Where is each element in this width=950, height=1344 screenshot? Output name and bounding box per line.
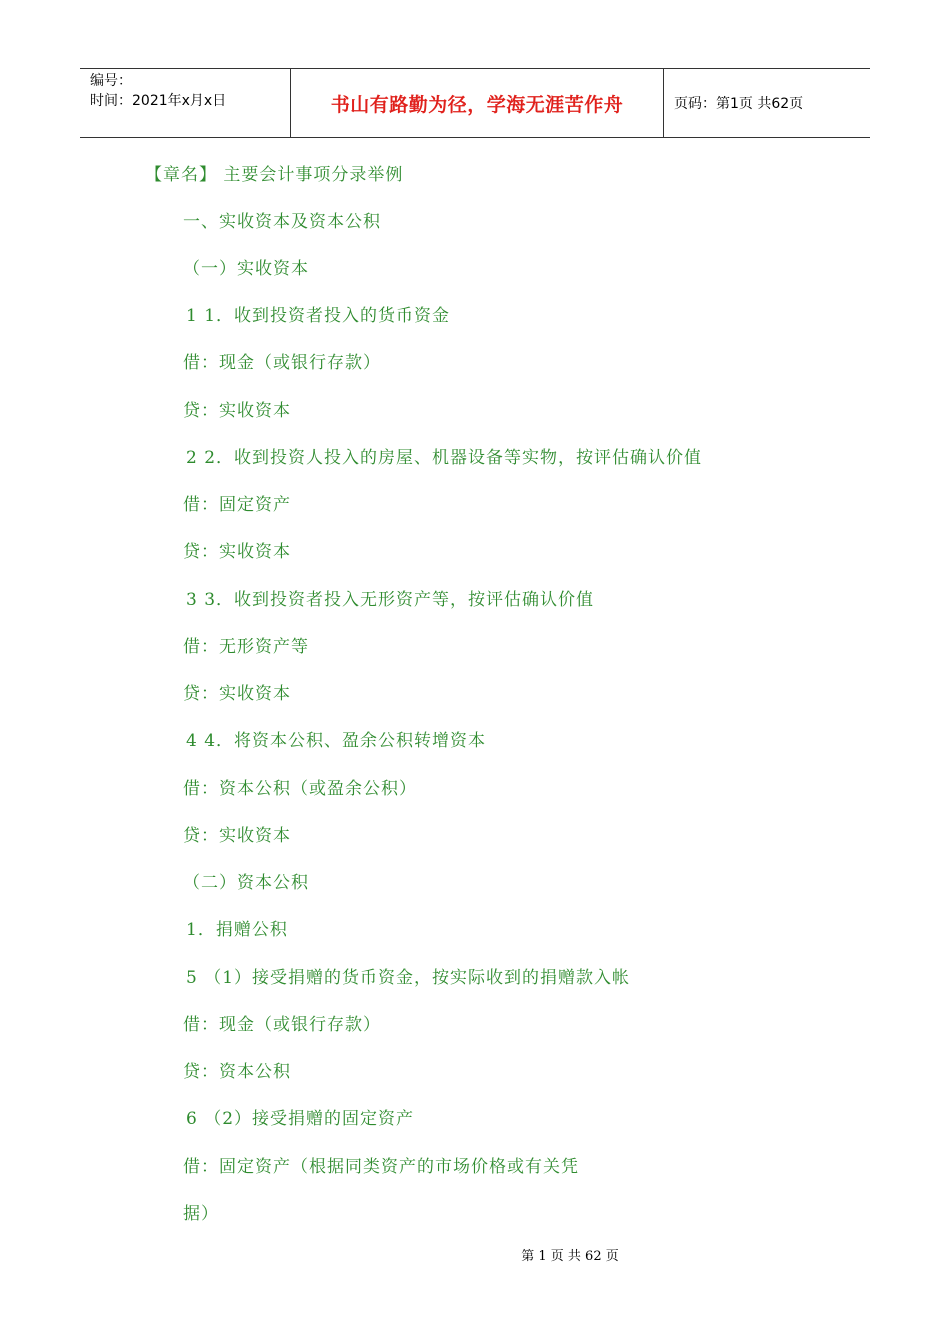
debit-line: 借：现金（或银行存款） <box>183 353 381 373</box>
credit-line: 贷：实收资本 <box>183 684 291 704</box>
credit-line: 贷：资本公积 <box>183 1062 291 1082</box>
credit-line: 贷：实收资本 <box>183 826 291 846</box>
subsection-heading: （一）实收资本 <box>183 259 309 279</box>
sub-item: 1．捐赠公积 <box>186 920 288 940</box>
chapter-title: 【章名】 主要会计事项分录举例 <box>145 165 404 185</box>
debit-line: 借：固定资产 <box>183 495 291 515</box>
page-header <box>80 68 870 138</box>
motto: 书山有路勤为径，学海无涯苦作舟 <box>291 69 664 137</box>
credit-line: 贷：实收资本 <box>183 542 291 562</box>
entry-item: 3 3．收到投资者投入无形资产等，按评估确认价值 <box>186 590 595 610</box>
section-heading: 一、实收资本及资本公积 <box>183 212 381 232</box>
entry-item: 2 2．收到投资人投入的房屋、机器设备等实物，按评估确认价值 <box>186 448 703 468</box>
entry-item: 4 4．将资本公积、盈余公积转增资本 <box>186 731 487 751</box>
header-meta <box>80 69 291 137</box>
debit-line: 借：现金（或银行存款） <box>183 1015 381 1035</box>
debit-line: 借：无形资产等 <box>183 637 309 657</box>
page-footer: 第 1 页 共 62 页 <box>521 1249 619 1264</box>
entry-item: 5 （1）接受捐赠的货币资金，按实际收到的捐赠款入帐 <box>186 968 631 988</box>
number-label: 编号： <box>90 73 132 89</box>
entry-item: 6 （2）接受捐赠的固定资产 <box>186 1109 415 1129</box>
debit-line: 借：固定资产（根据同类资产的市场价格或有关凭 <box>183 1157 579 1177</box>
page-label: 页码：第1页 共62页 <box>674 96 804 112</box>
date-label: 时间：2021年x月x日 <box>90 93 227 109</box>
subsection-heading: （二）资本公积 <box>183 873 309 893</box>
debit-line-continued: 据） <box>183 1204 219 1224</box>
entry-item: 1 1．收到投资者投入的货币资金 <box>186 306 451 326</box>
credit-line: 贷：实收资本 <box>183 401 291 421</box>
debit-line: 借：资本公积（或盈余公积） <box>183 779 417 799</box>
